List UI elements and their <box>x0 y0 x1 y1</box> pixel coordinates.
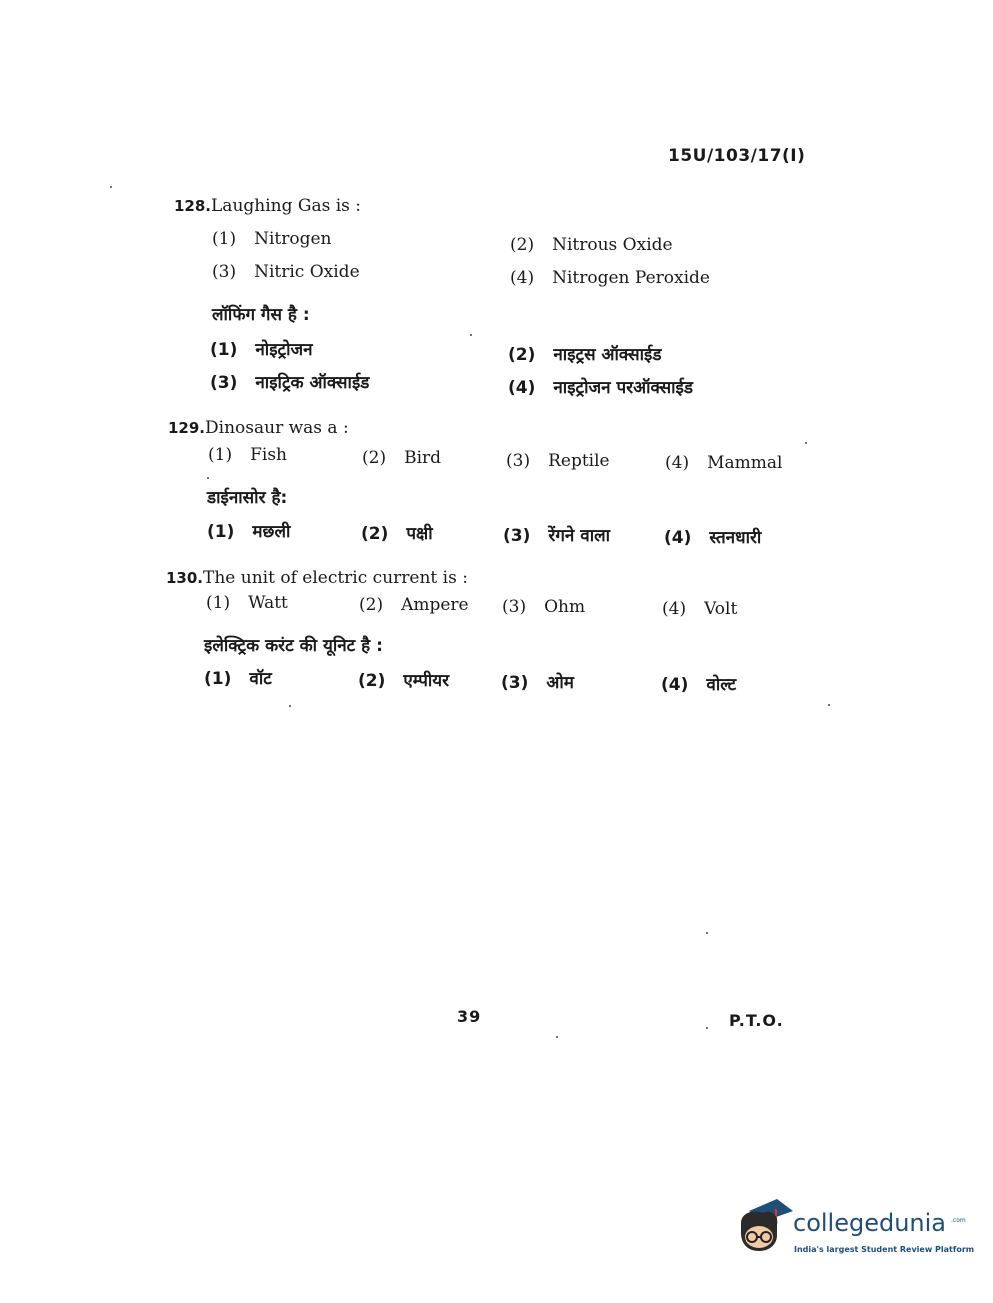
option-number: (1) <box>206 593 231 613</box>
option-number: (2) <box>359 595 384 615</box>
option-130-2-hi <box>358 668 449 691</box>
option-number: (3) <box>502 597 527 617</box>
option-128-4-hi <box>508 375 693 398</box>
scan-speck <box>470 334 472 336</box>
paper-code: 15U/103/17(I) <box>668 146 806 166</box>
option-label: Mammal <box>707 453 783 473</box>
option-label: रेंगने वाला <box>548 526 611 546</box>
option-129-1-hi <box>207 519 290 542</box>
option-label: एम्पीयर <box>403 671 450 691</box>
option-129-3-en <box>506 451 610 471</box>
question-number: 128. <box>174 197 212 215</box>
option-number: (1) <box>208 445 233 465</box>
option-129-4-en <box>665 453 782 473</box>
question-130 <box>166 568 468 588</box>
option-129-1-en <box>208 445 287 465</box>
brand-tagline: India's largest Student Review Platform <box>794 1245 975 1254</box>
option-130-2-en <box>359 595 469 615</box>
option-label: वॉट <box>249 669 272 689</box>
option-label: नाइट्रिक ऑक्साईड <box>255 373 370 393</box>
option-label: नोइट्रोजन <box>255 340 313 360</box>
option-number: (4) <box>664 528 692 548</box>
option-label: Nitric Oxide <box>254 262 360 282</box>
option-label: वोल्ट <box>706 675 737 695</box>
option-label: Volt <box>704 599 738 619</box>
scan-speck <box>289 705 291 707</box>
scan-speck <box>207 477 209 479</box>
option-label: Fish <box>250 445 287 465</box>
question-129 <box>168 418 349 438</box>
scan-speck <box>556 1036 558 1038</box>
option-130-3-en <box>502 597 585 617</box>
option-number: (1) <box>204 669 232 689</box>
option-130-1-hi <box>204 666 272 689</box>
option-129-2-en <box>362 448 441 468</box>
scan-speck <box>110 186 112 188</box>
option-number: (4) <box>665 453 690 473</box>
option-number: (3) <box>210 373 238 393</box>
option-label: नाइट्रोजन परऑक्साईड <box>553 378 693 398</box>
option-number: (2) <box>508 345 536 365</box>
collegedunia-logo <box>735 1195 975 1265</box>
option-number: (2) <box>358 671 386 691</box>
option-130-1-en <box>206 593 288 613</box>
question-number: 130. <box>166 569 204 587</box>
option-130-4-en <box>662 599 737 619</box>
brand-suffix: .com <box>951 1217 966 1224</box>
scan-speck <box>706 932 708 934</box>
question-text-en: Laughing Gas is : <box>211 196 362 216</box>
option-number: (1) <box>207 522 235 542</box>
option-number: (2) <box>361 524 389 544</box>
option-129-3-hi <box>503 523 610 546</box>
option-label: स्तनधारी <box>709 528 762 548</box>
option-number: (4) <box>661 675 689 695</box>
option-label: Bird <box>404 448 442 468</box>
option-128-3-en <box>212 262 360 282</box>
option-label: ओम <box>546 673 574 693</box>
question-128 <box>174 196 361 216</box>
mascot-icon <box>735 1195 795 1257</box>
brand-name: collegedunia <box>793 1209 947 1237</box>
option-128-1-en <box>212 229 332 249</box>
option-label: Nitrous Oxide <box>552 235 673 255</box>
page-number: 39 <box>457 1007 482 1026</box>
question-text-hi: लॉफिंग गैस है : <box>212 305 310 325</box>
option-number: (1) <box>210 340 238 360</box>
option-128-2-hi <box>508 342 661 365</box>
option-number: (3) <box>503 526 531 546</box>
option-number: (2) <box>362 448 387 468</box>
option-number: (3) <box>501 673 529 693</box>
option-number: (4) <box>662 599 687 619</box>
option-label: Watt <box>248 593 288 613</box>
option-number: (1) <box>212 229 237 249</box>
option-label: पक्षी <box>406 524 433 544</box>
option-label: Nitrogen Peroxide <box>552 268 710 288</box>
option-number: (2) <box>510 235 535 255</box>
option-128-1-hi <box>210 337 313 360</box>
option-number: (3) <box>212 262 237 282</box>
option-label: नाइट्रस ऑक्साईड <box>553 345 662 365</box>
option-130-4-hi <box>661 672 736 695</box>
question-text-hi: इलेक्ट्रिक करंट की यूनिट है : <box>204 636 383 656</box>
question-text-en: The unit of electric current is : <box>203 568 468 588</box>
scan-speck <box>805 442 807 444</box>
option-label: Ohm <box>544 597 586 617</box>
option-130-3-hi <box>501 670 574 693</box>
option-label: Nitrogen <box>254 229 332 249</box>
option-number: (4) <box>510 268 535 288</box>
option-number: (3) <box>506 451 531 471</box>
scan-speck <box>706 1027 708 1029</box>
question-text-hi: डाईनासोर है: <box>207 488 288 508</box>
option-129-2-hi <box>361 521 433 544</box>
option-128-4-en <box>510 268 710 288</box>
option-label: Ampere <box>401 595 469 615</box>
scan-speck <box>828 704 830 706</box>
option-128-2-en <box>510 235 673 255</box>
question-text-en: Dinosaur was a : <box>205 418 349 438</box>
question-number: 129. <box>168 419 206 437</box>
option-number: (4) <box>508 378 536 398</box>
option-129-4-hi <box>664 525 761 548</box>
option-128-3-hi <box>210 370 369 393</box>
pto-label: P.T.O. <box>729 1011 784 1030</box>
option-label: मछली <box>252 522 291 542</box>
option-label: Reptile <box>548 451 610 471</box>
